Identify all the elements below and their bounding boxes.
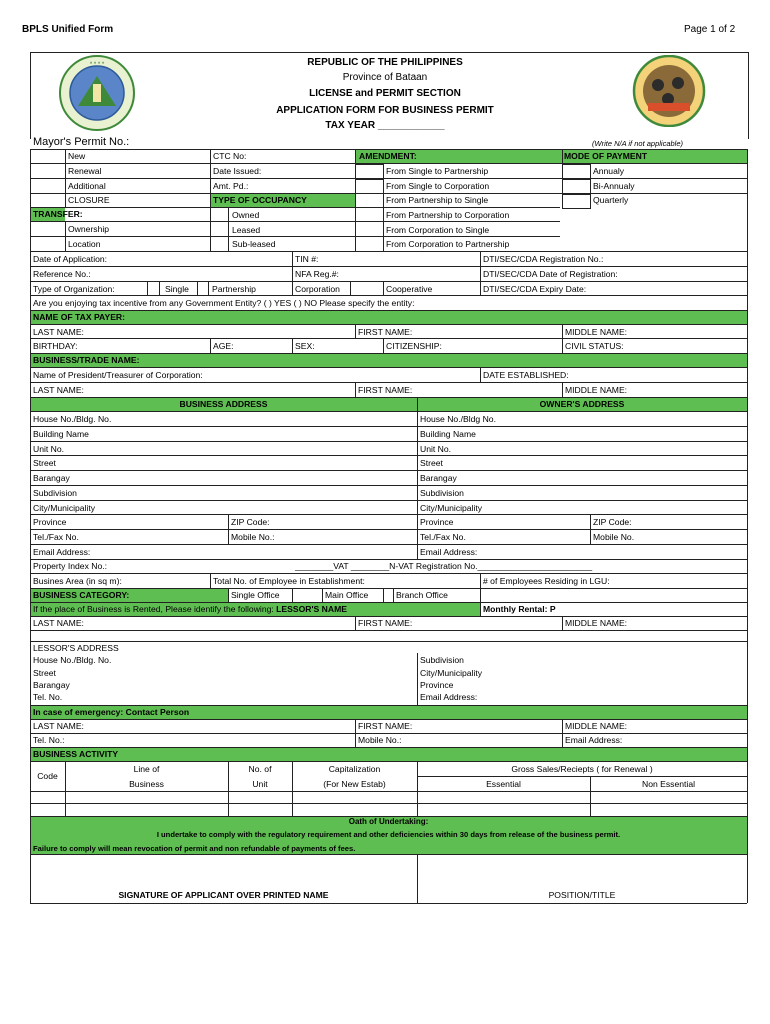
- occupancy-subleased[interactable]: Sub-leased: [232, 239, 276, 249]
- units-col-1: No. of: [248, 764, 272, 774]
- lessor-tel[interactable]: Tel. No.: [33, 692, 63, 702]
- bus-city[interactable]: City/Municipality: [33, 503, 96, 513]
- republic-heading: REPUBLIC OF THE PHILIPPINES: [307, 57, 463, 68]
- lessor-city[interactable]: City/Municipality: [420, 668, 483, 678]
- own-barangay[interactable]: Barangay: [420, 473, 457, 483]
- org-cooperative[interactable]: Cooperative: [386, 284, 433, 294]
- bus-barangay[interactable]: Barangay: [33, 473, 70, 483]
- form-name-heading: APPLICATION FORM FOR BUSINESS PERMIT: [276, 105, 494, 116]
- quarterly-checkbox[interactable]: [562, 194, 591, 209]
- lessor-province[interactable]: Province: [420, 680, 454, 690]
- owner-address-header: OWNER'S ADDRESS: [539, 399, 625, 409]
- transfer-location[interactable]: Location: [68, 239, 101, 249]
- occupancy-owned[interactable]: Owned: [232, 210, 260, 220]
- bus-building[interactable]: Building Name: [33, 429, 89, 439]
- main-office[interactable]: Main Office: [325, 590, 369, 600]
- own-province[interactable]: Province: [420, 517, 454, 527]
- date-issued[interactable]: Date Issued:: [213, 166, 262, 176]
- activity-header: BUSINESS ACTIVITY: [33, 749, 119, 759]
- emergency-first[interactable]: FIRST NAME:: [358, 721, 413, 731]
- taxpayer-sex[interactable]: SEX:: [295, 341, 315, 351]
- essential-col: Essential: [486, 779, 521, 789]
- annual-checkbox[interactable]: [562, 164, 591, 179]
- rented-note: [33, 604, 347, 615]
- taxpayer-middle[interactable]: MIDDLE NAME:: [565, 327, 628, 337]
- svg-text:* * * *: * * * *: [89, 62, 105, 68]
- own-subdivision[interactable]: Subdivision: [420, 488, 464, 498]
- total-employees[interactable]: Total No. of Employee in Establishment:: [213, 576, 365, 586]
- applicant-signature[interactable]: SIGNATURE OF APPLICANT OVER PRINTED NAME: [118, 890, 329, 900]
- position-title[interactable]: POSITION/TITLE: [548, 890, 616, 900]
- own-city[interactable]: City/Municipality: [420, 503, 483, 513]
- emergency-email[interactable]: Email Address:: [565, 735, 623, 745]
- taxpayer-header-bg: [30, 310, 747, 324]
- gross-col: Gross Sales/Reciepts ( for Renewal ): [511, 764, 653, 774]
- bus-house[interactable]: House No./Bldg. No.: [33, 414, 112, 424]
- oath-title: Oath of Undertaking:: [348, 817, 429, 826]
- lessor-address-label: LESSOR'S ADDRESS: [33, 643, 119, 653]
- president-first[interactable]: FIRST NAME:: [358, 385, 413, 395]
- units-col-2: Unit: [252, 779, 268, 789]
- emergency-last[interactable]: LAST NAME:: [33, 721, 84, 731]
- org-single[interactable]: Single: [165, 284, 189, 294]
- business-area[interactable]: Busines Area (in sq m):: [33, 576, 122, 586]
- amend-item-5[interactable]: From Corporation to Single: [386, 225, 490, 235]
- own-tel[interactable]: Tel./Fax No.: [420, 532, 466, 542]
- monthly-rental[interactable]: Monthly Rental: P: [483, 604, 556, 614]
- occupancy-header: TYPE OF OCCUPANCY: [213, 195, 307, 205]
- lessor-house[interactable]: House No./Bldg. No.: [33, 655, 112, 665]
- code-col: Code: [37, 771, 58, 781]
- taxpayer-citizenship[interactable]: CITIZENSHIP:: [386, 341, 442, 351]
- type-renewal[interactable]: Renewal: [68, 166, 102, 176]
- occupancy-leased[interactable]: Leased: [232, 225, 261, 235]
- emergency-mobile[interactable]: Mobile No.:: [358, 735, 402, 745]
- emergency-header: In case of emergency: Contact Person: [33, 707, 190, 717]
- bus-tel[interactable]: Tel./Fax No.: [33, 532, 79, 542]
- own-unit[interactable]: Unit No.: [420, 444, 452, 454]
- amend-item-1[interactable]: From Single to Partnership: [386, 166, 489, 176]
- oath-line-1: I undertake to comply with the regulatory requirement and other deficiencies within 30 days from release of the business permit.: [156, 830, 621, 839]
- amount-paid[interactable]: Amt. Pd.:: [213, 181, 249, 191]
- section-heading: LICENSE and PERMIT SECTION: [309, 88, 461, 99]
- taxpayer-first[interactable]: FIRST NAME:: [358, 327, 413, 337]
- type-new[interactable]: New: [68, 151, 86, 161]
- branch-office[interactable]: Branch Office: [396, 590, 448, 600]
- amend-item-2[interactable]: From Single to Corporation: [386, 181, 490, 191]
- tax-year-field[interactable]: TAX YEAR ____________: [325, 120, 445, 131]
- tax-incentive-question[interactable]: Are you enjoying tax incentive from any Government Entity? ( ) YES ( ) NO Please specify the entity:: [33, 298, 415, 308]
- line-col-2: Business: [129, 779, 164, 789]
- amend-single-corporation-checkbox[interactable]: [355, 179, 384, 194]
- non-essential-col: Non Essential: [641, 779, 696, 789]
- bus-unit[interactable]: Unit No.: [33, 444, 65, 454]
- own-house[interactable]: House No./Bldg No.: [420, 414, 496, 424]
- lessor-street[interactable]: Street: [33, 668, 56, 678]
- nfa-reg[interactable]: NFA Reg.#:: [295, 269, 339, 279]
- amend-item-3[interactable]: From Partnership to Single: [386, 195, 489, 205]
- trade-header: BUSINESS/TRADE NAME:: [33, 355, 140, 365]
- own-street[interactable]: Street: [420, 458, 443, 468]
- lessor-first[interactable]: FIRST NAME:: [358, 618, 413, 628]
- transfer-ownership[interactable]: Ownership: [68, 224, 110, 234]
- amend-item-4[interactable]: From Partnership to Corporation: [386, 210, 510, 220]
- business-address-header: BUSINESS ADDRESS: [179, 399, 268, 409]
- taxpayer-last[interactable]: LAST NAME:: [33, 327, 84, 337]
- lessor-barangay[interactable]: Barangay: [33, 680, 70, 690]
- lessor-last[interactable]: LAST NAME:: [33, 618, 84, 628]
- type-additional[interactable]: Additional: [68, 181, 106, 191]
- lessor-middle[interactable]: MIDDLE NAME:: [565, 618, 628, 628]
- own-mobile[interactable]: Mobile No.: [593, 532, 635, 542]
- bus-email[interactable]: Email Address:: [33, 547, 91, 557]
- org-partnership[interactable]: Partnership: [212, 284, 256, 294]
- biannual-checkbox[interactable]: [562, 179, 591, 194]
- bus-province[interactable]: Province: [33, 517, 67, 527]
- payment-quarterly[interactable]: Quarterly: [593, 195, 629, 205]
- bus-street[interactable]: Street: [33, 458, 56, 468]
- line-col-1: Line of: [133, 764, 160, 774]
- property-index[interactable]: Property Index No.:: [33, 561, 108, 571]
- province-heading: Province of Bataan: [342, 72, 428, 83]
- date-application[interactable]: Date of Application:: [33, 254, 108, 264]
- date-established[interactable]: DATE ESTABLISHED:: [483, 370, 569, 380]
- page-number: Page 1 of 2: [684, 24, 736, 35]
- own-building[interactable]: Building Name: [420, 429, 476, 439]
- lessor-subdivision[interactable]: Subdivision: [420, 655, 464, 665]
- emergency-middle[interactable]: MIDDLE NAME:: [565, 721, 628, 731]
- provincial-seal-logo: [48, 54, 146, 132]
- amend-item-6[interactable]: From Corporation to Partnership: [386, 239, 510, 249]
- cap-col-2: (For New Estab): [323, 779, 386, 789]
- dti-reg-date[interactable]: DTI/SEC/CDA Date of Registration:: [483, 269, 618, 279]
- payment-header: MODE OF PAYMENT: [564, 151, 648, 161]
- lessor-email[interactable]: Email Address:: [420, 692, 478, 702]
- amend-single-partnership-checkbox[interactable]: [355, 164, 384, 179]
- president-name[interactable]: Name of President/Treasurer of Corporation:: [33, 370, 203, 380]
- amendment-header: AMENDMENT:: [359, 151, 417, 161]
- cap-col-1: Capitalization: [328, 764, 381, 774]
- provincial-emblem-logo: [628, 55, 710, 127]
- tin[interactable]: TIN #:: [295, 254, 319, 264]
- dti-expiry[interactable]: DTI/SEC/CDA Expiry Date:: [483, 284, 587, 294]
- activity-header-bg: [30, 747, 747, 761]
- own-zip[interactable]: ZIP Code:: [593, 517, 632, 527]
- na-note: (Write N/A if not applicable): [592, 139, 684, 148]
- ctc-no[interactable]: CTC No:: [213, 151, 247, 161]
- type-closure[interactable]: CLOSURE: [68, 195, 110, 205]
- emergency-tel[interactable]: Tel. No.:: [33, 735, 65, 745]
- form-title: BPLS Unified Form: [22, 24, 114, 35]
- lessors-name-label: LESSOR'S NAME: [276, 604, 347, 614]
- transfer-header: TRANSFER:: [33, 209, 83, 219]
- taxpayer-birthday[interactable]: BIRTHDAY:: [33, 341, 78, 351]
- org-corporation[interactable]: Corporation: [295, 284, 340, 294]
- taxpayer-header: NAME OF TAX PAYER:: [33, 312, 125, 322]
- president-last[interactable]: LAST NAME:: [33, 385, 84, 395]
- vat-registration[interactable]: ________VAT ________N-VAT Registration No.________________________: [295, 561, 593, 571]
- single-office[interactable]: Single Office: [231, 590, 280, 600]
- reference-no[interactable]: Reference No.:: [33, 269, 91, 279]
- bus-subdivision[interactable]: Subdivision: [33, 488, 77, 498]
- payment-biannual[interactable]: Bi-Annualy: [593, 181, 635, 191]
- taxpayer-age[interactable]: AGE:: [213, 341, 234, 351]
- org-type-label: Type of Organization:: [33, 284, 115, 294]
- oath-line-2: Failure to comply will mean revocation of permit and non refundable of payments of fees.: [33, 844, 356, 853]
- bus-mobile[interactable]: Mobile No.:: [231, 532, 275, 542]
- president-middle[interactable]: MIDDLE NAME:: [565, 385, 628, 395]
- taxpayer-civil[interactable]: CIVIL STATUS:: [565, 341, 624, 351]
- employees-lgu[interactable]: # of Employees Residing in LGU:: [483, 576, 610, 586]
- mayors-permit-label: Mayor's Permit No.:: [33, 136, 130, 148]
- payment-annual[interactable]: Annualy: [593, 166, 625, 176]
- bus-zip[interactable]: ZIP Code:: [231, 517, 270, 527]
- business-category-label: BUSINESS CATEGORY:: [33, 590, 130, 600]
- rented-note-text: If the place of Business is Rented, Please identify the following:: [33, 604, 274, 614]
- dti-reg-no[interactable]: DTI/SEC/CDA Registration No.:: [483, 254, 604, 264]
- own-email[interactable]: Email Address:: [420, 547, 478, 557]
